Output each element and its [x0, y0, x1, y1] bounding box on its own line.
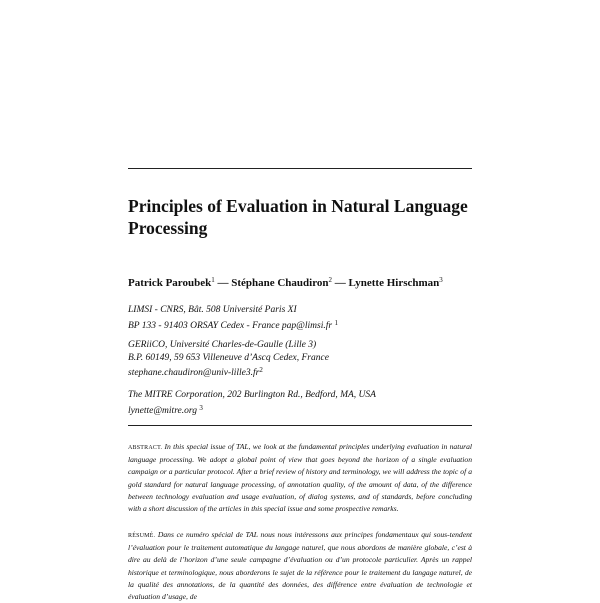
- author-sup: 1: [211, 276, 215, 284]
- affiliation-sup: 2: [259, 366, 263, 374]
- author-sup: 3: [439, 276, 443, 284]
- abstract-label: ABSTRACT.: [128, 445, 163, 451]
- author-name: Stéphane Chaudiron: [231, 277, 329, 289]
- author-separator: —: [332, 277, 349, 289]
- abstract-english: [128, 441, 472, 515]
- abstract-french: [128, 529, 472, 603]
- affiliation-line: LIMSI - CNRS, Bât. 508 Université Paris XI: [128, 305, 297, 315]
- affiliation-sup: 1: [334, 318, 338, 327]
- resume-label: RÉSUMÉ.: [128, 533, 156, 539]
- paper-title: Principles of Evaluation in Natural Language Processing: [128, 196, 468, 238]
- author-sup: 2: [328, 276, 333, 284]
- resume-text: Dans ce numéro spécial de TAL nous nous intéressons aux principes fondamentaux qui sous-tendent l’évaluation pour le traitement automatique du langage naturel, que nous abordons de manière globale, c’est à dire au delà de l’horizon d’une seule campagne d’évaluation ou d’un protocole particulier. Après un rappel historique et terminologique, nous aborderons le sujet de la référence pour le traitement du langage naturel, de la qualité des annotations, de la quantité des données, des différence entre évaluation de technologie et évaluation d’usage, de: [128, 530, 472, 602]
- affiliation-2: [128, 339, 472, 380]
- author-separator: —: [214, 277, 232, 289]
- bottom-rule: [128, 425, 472, 426]
- author-name: Lynette Hirschman: [348, 277, 440, 289]
- affiliation-line: BP 133 - 91403 ORSAY Cedex - France pap@limsi.fr: [128, 320, 333, 331]
- affiliation-sup: 3: [199, 403, 203, 412]
- affiliation-line: stephane.chaudiron@univ-lille3.fr: [128, 368, 260, 378]
- affiliation-line: The MITRE Corporation, 202 Burlington Rd., Bedford, MA, USA: [128, 390, 376, 400]
- affiliation-line: GERiiCO, Université Charles-de-Gaulle (Lille 3): [128, 340, 317, 350]
- top-rule: [128, 168, 472, 169]
- affiliation-line: B.P. 60149, 59 653 Villeneuve d’Ascq Cedex, France: [128, 352, 329, 363]
- author-name: Patrick Paroubek: [128, 277, 212, 289]
- affiliation-1: [128, 304, 472, 332]
- author-line: [128, 276, 478, 289]
- abstract-text: In this special issue of TAL, we look at the fundamental principles underlying evaluation in natural language processing. We adopt a global point of view that goes beyond the horizon of a single evaluation campaign or a particular protocol. After a brief review of history and terminology, we will address the topic of a gold standard for natural language processing, of annotation quality, of the amount of data, of the difference between technology evaluation and usage evaluation, of dialog systems, and of standards, before concluding with a short discussion of the articles in this special issue and some prospective remarks.: [128, 442, 472, 514]
- affiliation-line: lynette@mitre.org: [128, 405, 197, 416]
- affiliation-3: [128, 389, 472, 417]
